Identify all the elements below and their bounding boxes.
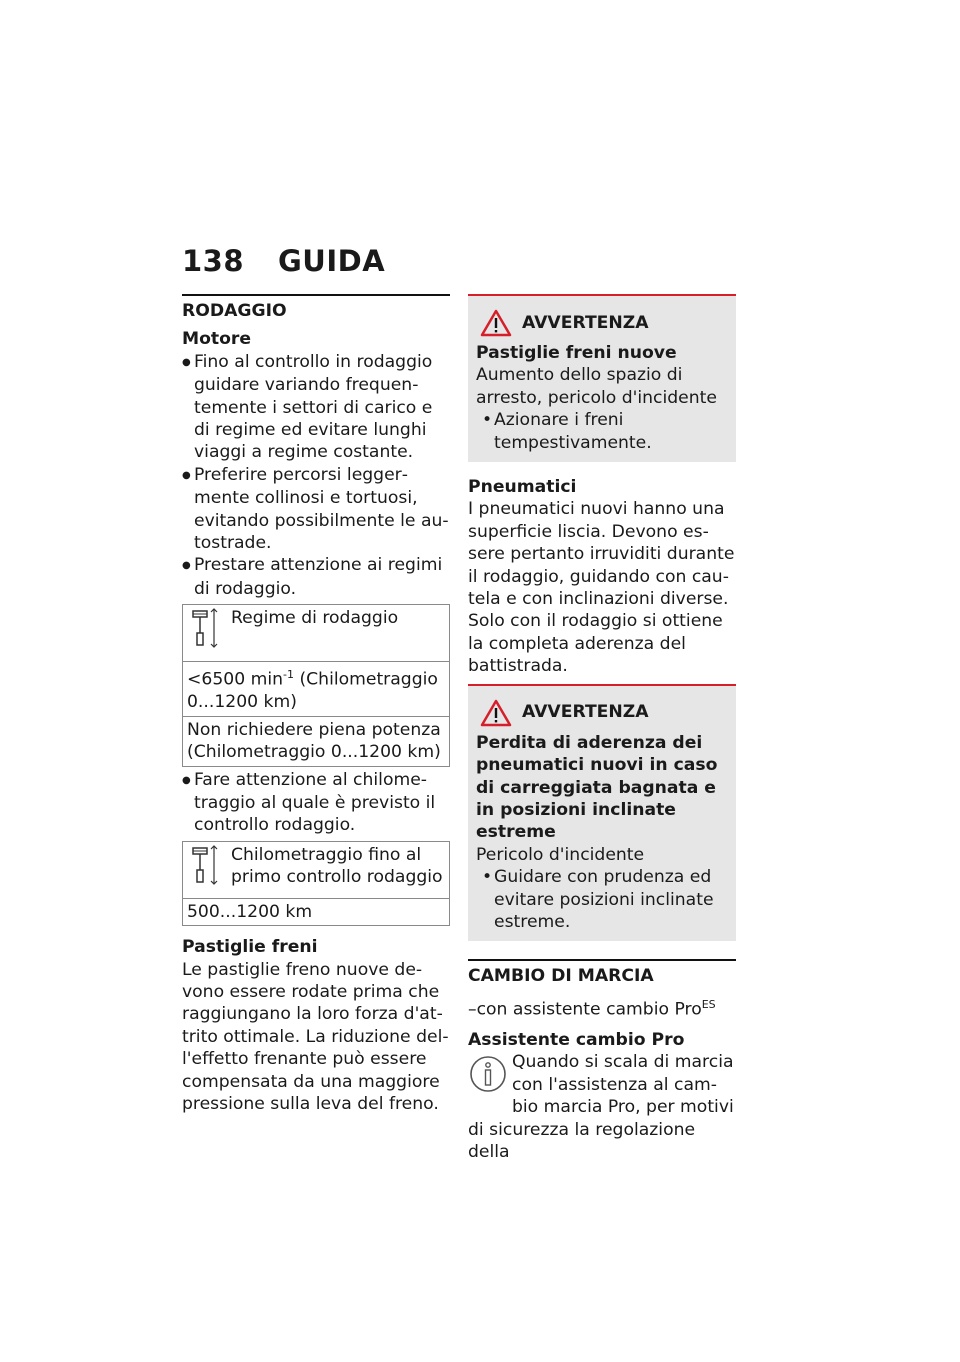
subsection-title-motore: Motore (182, 329, 252, 350)
spec-head-label: Chilometraggio fino al primo controllo rodaggio (231, 844, 443, 888)
section-title-rodaggio: RODAGGIO (182, 294, 450, 322)
engine-piston-icon (187, 607, 231, 651)
spec-head-label: Regime di rodaggio (231, 608, 399, 629)
bullet-item: ● Prestare attenzione ai regimi di rodaggio. (182, 554, 450, 600)
spec-table-head (183, 605, 450, 662)
warning-title: Perdita di aderenza dei pneumatici nuovi in caso di carreggiata bagnata e in posizioni inclinate estreme (476, 732, 718, 843)
left-column (182, 294, 450, 1116)
paragraph: I pneumatici nuovi hanno una superficie liscia. Devono essere pertanto irruviditi durante il rodaggio, guidando con cautela e con inclinazioni diverse. Solo con il rodaggio si ottiene la completa aderenza del battistrada. (468, 499, 735, 677)
warning-box (468, 684, 736, 942)
engine-piston-icon (187, 844, 231, 888)
right-column (468, 294, 736, 1163)
subsection-title-assistente: Assistente cambio Pro (468, 1029, 685, 1050)
warning-label: AVVERTENZA (522, 702, 649, 723)
spec-table-regime (182, 604, 450, 766)
warning-title: Pastiglie freni nuove (476, 343, 677, 363)
bullet-item: ● Fino al controllo in rodaggio guidare variando frequentemente i settori di carico e di regime ed evitare lunghi viaggi a regime costante. (182, 351, 450, 464)
spec-table-chilometraggio (182, 841, 450, 926)
section-title-cambio: CAMBIO DI MARCIA (468, 959, 736, 987)
spec-table-head (183, 841, 450, 898)
spec-superscript: -1 (283, 668, 294, 682)
warning-box (468, 294, 736, 462)
spec-value: <6500 min (187, 670, 284, 691)
paragraph: Le pastiglie freno nuove devono essere rodate prima che raggiungano la loro forza d'attrito ottimale. La riduzione dell'effetto frenante può essere compensata da una maggiore pressione sulla leva del freno. (182, 959, 449, 1115)
spec-row: 500...1200 km (183, 898, 450, 925)
info-icon (468, 1051, 508, 1097)
bullet-item: ● Preferire percorsi leggermente collinosi e tortuosi, evitando possibilmente le autostrade. (182, 464, 450, 555)
page-number: 138 (182, 244, 245, 278)
warning-bullet: • Azionare i freni tempestivamente. (476, 409, 728, 454)
info-paragraph (468, 1051, 736, 1163)
subsection-title-pneumatici: Pneumatici (468, 477, 577, 498)
cambio-subtitle-text: –con assistente cambio Pro (468, 999, 702, 1020)
warning-label: AVVERTENZA (522, 312, 649, 333)
cambio-superscript: ES (701, 997, 716, 1011)
warning-header (476, 694, 728, 732)
spec-value-rest: (Chilometraggio 0...1200 km) (187, 670, 438, 713)
bullet-item: ● Fare attenzione al chilometraggio al quale è previsto il controllo rodaggio. (182, 769, 450, 837)
paragraph: Quando si scala di marcia con l'assistenza al cambio marcia Pro, per motivi di sicurezza la regolazione della (468, 1052, 734, 1162)
warning-triangle-icon (480, 309, 512, 337)
spec-row: Non richiedere piena potenza (Chilometraggio 0...1200 km) (183, 716, 450, 766)
subsection-title-pastiglie: Pastiglie freni (182, 937, 318, 958)
cambio-subtitle (468, 994, 736, 1021)
warning-header (476, 304, 728, 342)
warning-text: Aumento dello spazio di arresto, pericolo d'incidente (476, 365, 717, 408)
warning-text: Pericolo d'incidente (476, 844, 645, 865)
warning-triangle-icon (480, 699, 512, 727)
chapter-title: GUIDA (278, 244, 386, 278)
page-header (182, 244, 385, 278)
warning-bullet: • Guidare con prudenza ed evitare posizioni inclinate estreme. (476, 866, 728, 933)
spec-row (183, 662, 450, 717)
